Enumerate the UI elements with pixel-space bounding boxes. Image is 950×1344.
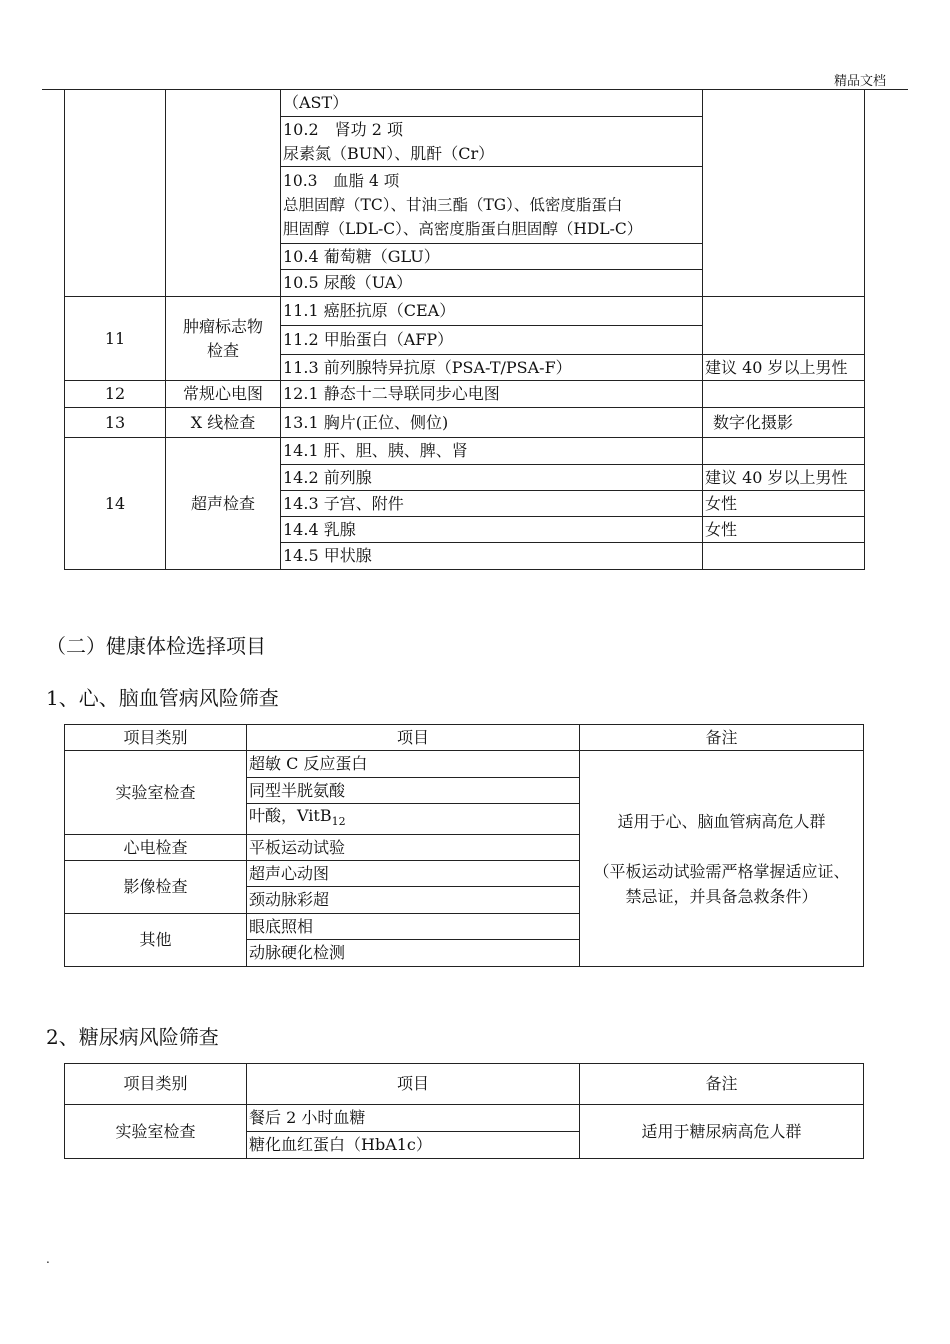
row-12-category: 常规心电图 bbox=[166, 381, 281, 408]
footer-dot: . bbox=[46, 1252, 50, 1266]
row-14-num: 14 bbox=[65, 438, 166, 570]
cardio-note bbox=[580, 751, 864, 967]
row-12-num: 12 bbox=[65, 381, 166, 408]
row-14-1-note bbox=[703, 438, 865, 465]
cardio-lab-item-1: 超敏 C 反应蛋白 bbox=[247, 751, 580, 778]
diabetes-header-item: 项目 bbox=[247, 1064, 580, 1105]
cardio-lab-item-2: 同型半胱氨酸 bbox=[247, 778, 580, 804]
diabetes-title: 2、糖尿病风险筛查 bbox=[46, 1025, 219, 1049]
row-13-num: 13 bbox=[65, 408, 166, 438]
cardio-ecg-item: 平板运动试验 bbox=[247, 835, 580, 861]
item-10-5: 10.5 尿酸（UA） bbox=[281, 270, 703, 297]
diabetes-category: 实验室检查 bbox=[65, 1105, 247, 1159]
diabetes-header-category: 项目类别 bbox=[65, 1064, 247, 1105]
item-11-2: 11.2 甲胎蛋白（AFP） bbox=[281, 326, 703, 355]
cardio-imaging-item-2: 颈动脉彩超 bbox=[247, 887, 580, 914]
cardio-note-line2: （平板运动试验需严格掌握适应证、禁忌证，并具备急救条件） bbox=[593, 861, 850, 906]
cardio-other-item-1: 眼底照相 bbox=[247, 914, 580, 940]
item-13-1: 13.1 胸片(正位、侧位) bbox=[281, 408, 703, 438]
row-11-num: 11 bbox=[65, 297, 166, 381]
exam-table-continued bbox=[64, 89, 865, 570]
cardio-other-item-2: 动脉硬化检测 bbox=[247, 940, 580, 967]
header-label: 精品文档 bbox=[833, 74, 886, 89]
row-14-2-note: 建议 40 岁以上男性 bbox=[703, 465, 865, 491]
item-10-3: 10.3 血脂 4 项 总胆固醇（TC）、甘油三酯（TG）、低密度脂蛋白 胆固醇（LDL-C）、高密度脂蛋白胆固醇（HDL-C） bbox=[281, 167, 703, 244]
row-12-note-empty bbox=[703, 381, 865, 408]
cardio-lab-category: 实验室检查 bbox=[65, 751, 247, 835]
row-14-3-note: 女性 bbox=[703, 491, 865, 517]
row-13-category: X 线检查 bbox=[166, 408, 281, 438]
diabetes-table bbox=[64, 1063, 864, 1159]
cell-empty-num bbox=[65, 90, 166, 297]
cardio-title: 1、心、脑血管病风险筛查 bbox=[46, 686, 279, 710]
item-12-1: 12.1 静态十二导联同步心电图 bbox=[281, 381, 703, 408]
item-11-1: 11.1 癌胚抗原（CEA） bbox=[281, 297, 703, 326]
cardio-lab-item-3-sub: 12 bbox=[331, 815, 346, 829]
cardio-note-line1: 适用于心、脑血管病高危人群 bbox=[617, 811, 826, 831]
cardio-lab-item-3-text: 叶酸，VitB bbox=[249, 806, 332, 825]
cardio-other-category: 其他 bbox=[65, 914, 247, 967]
diabetes-header-note: 备注 bbox=[580, 1064, 864, 1105]
item-11-3: 11.3 前列腺特异抗原（PSA-T/PSA-F） bbox=[281, 355, 703, 381]
section-heading: （二）健康体检选择项目 bbox=[46, 634, 266, 658]
cardio-ecg-category: 心电检查 bbox=[65, 835, 247, 861]
cardio-header-item: 项目 bbox=[247, 725, 580, 751]
item-10-1-tail: （AST） bbox=[281, 90, 703, 117]
item-10-2: 10.2 肾功 2 项 尿素氮（BUN）、肌酐（Cr） bbox=[281, 117, 703, 167]
item-14-2: 14.2 前列腺 bbox=[281, 465, 703, 491]
item-14-1: 14.1 肝、胆、胰、脾、肾 bbox=[281, 438, 703, 465]
diabetes-item-2: 糖化血红蛋白（HbA1c） bbox=[247, 1132, 580, 1159]
row-14-5-note bbox=[703, 543, 865, 570]
item-14-4: 14.4 乳腺 bbox=[281, 517, 703, 543]
item-14-5: 14.5 甲状腺 bbox=[281, 543, 703, 570]
cardio-header-category: 项目类别 bbox=[65, 725, 247, 751]
row-13-note: 数字化摄影 bbox=[703, 408, 865, 438]
item-10-4: 10.4 葡萄糖（GLU） bbox=[281, 244, 703, 270]
row-11-category: 肿瘤标志物 检查 bbox=[166, 297, 281, 381]
row-11-note-empty bbox=[703, 297, 865, 355]
row-11-note: 建议 40 岁以上男性 bbox=[703, 355, 865, 381]
cardio-lab-item-3 bbox=[247, 804, 580, 835]
cardio-imaging-item-1: 超声心动图 bbox=[247, 861, 580, 887]
cell-empty-note bbox=[703, 90, 865, 297]
cardio-header-note: 备注 bbox=[580, 725, 864, 751]
diabetes-note: 适用于糖尿病高危人群 bbox=[580, 1105, 864, 1159]
item-14-3: 14.3 子宫、附件 bbox=[281, 491, 703, 517]
row-14-category: 超声检查 bbox=[166, 438, 281, 570]
row-14-4-note: 女性 bbox=[703, 517, 865, 543]
cardio-table bbox=[64, 724, 864, 967]
cardio-imaging-category: 影像检查 bbox=[65, 861, 247, 914]
diabetes-item-1: 餐后 2 小时血糖 bbox=[247, 1105, 580, 1132]
cell-empty-category bbox=[166, 90, 281, 297]
